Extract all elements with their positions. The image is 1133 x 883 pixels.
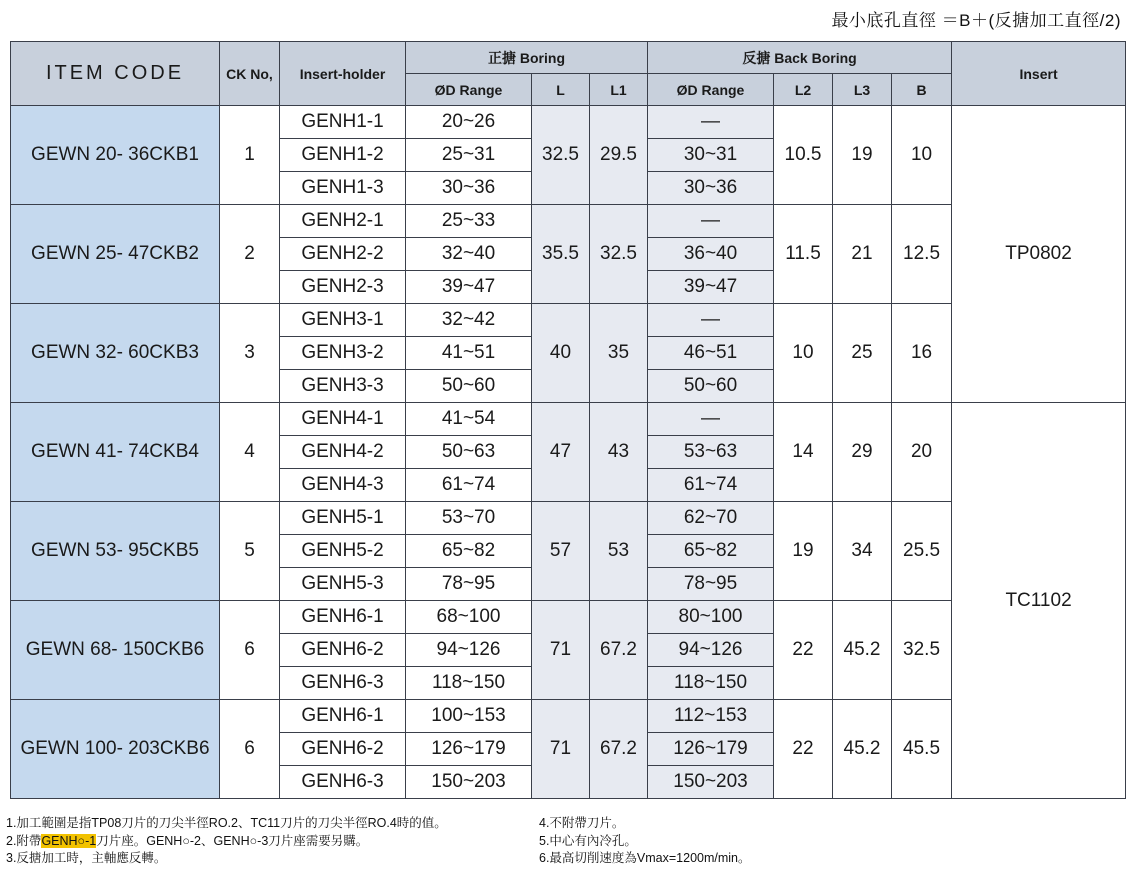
notes-left — [6, 815, 447, 868]
back-boring-d-range-cell: 118~150 — [648, 667, 774, 700]
insert-holder-cell: GENH2-1 — [280, 205, 406, 238]
boring-d-range-cell: 20~26 — [406, 106, 532, 139]
insert-cell: TP0802 — [952, 106, 1126, 403]
note-6: 6.最高切削速度為Vmax=1200m/min。 — [539, 851, 751, 865]
insert-holder-cell: GENH3-3 — [280, 370, 406, 403]
header-item-code: ITEM CODE — [11, 42, 220, 106]
header-ck-no: CK No, — [220, 42, 280, 106]
back-boring-d-range-cell: 30~31 — [648, 139, 774, 172]
back-boring-l3-cell: 29 — [833, 403, 892, 502]
ck-no-cell: 4 — [220, 403, 280, 502]
back-boring-l3-cell: 45.2 — [833, 700, 892, 799]
boring-d-range-cell: 68~100 — [406, 601, 532, 634]
boring-l1-cell: 67.2 — [590, 601, 648, 700]
boring-d-range-cell: 25~33 — [406, 205, 532, 238]
boring-l-cell: 40 — [532, 304, 590, 403]
insert-holder-cell: GENH6-3 — [280, 766, 406, 799]
boring-d-range-cell: 94~126 — [406, 634, 532, 667]
boring-l-cell: 32.5 — [532, 106, 590, 205]
insert-holder-cell: GENH4-2 — [280, 436, 406, 469]
back-boring-l2-cell: 22 — [774, 700, 833, 799]
back-boring-d-range-cell: 112~153 — [648, 700, 774, 733]
back-boring-d-range-cell: 65~82 — [648, 535, 774, 568]
boring-l1-cell: 67.2 — [590, 700, 648, 799]
back-boring-b-cell: 32.5 — [892, 601, 952, 700]
back-boring-l3-cell: 34 — [833, 502, 892, 601]
table-row — [11, 106, 1126, 139]
insert-holder-cell: GENH6-1 — [280, 601, 406, 634]
boring-d-range-cell: 39~47 — [406, 271, 532, 304]
boring-d-range-cell: 32~42 — [406, 304, 532, 337]
back-boring-b-cell: 20 — [892, 403, 952, 502]
ck-no-cell: 2 — [220, 205, 280, 304]
note-1: 1.加工範圍是指TP08刀片的刀尖半徑RO.2、TC11刀片的刀尖半徑RO.4時的值。 — [6, 816, 447, 830]
back-boring-b-cell: 25.5 — [892, 502, 952, 601]
back-boring-d-range-cell: 36~40 — [648, 238, 774, 271]
insert-cell: TC1102 — [952, 403, 1126, 799]
insert-holder-cell: GENH5-3 — [280, 568, 406, 601]
insert-holder-cell: GENH6-2 — [280, 733, 406, 766]
back-boring-l3-cell: 45.2 — [833, 601, 892, 700]
header-l3: L3 — [833, 74, 892, 106]
boring-d-range-cell: 126~179 — [406, 733, 532, 766]
header-boring: 正搪 Boring — [406, 42, 648, 74]
note-2-prefix: 2.附帶 — [6, 833, 42, 848]
note-5: 5.中心有內冷孔。 — [539, 833, 637, 848]
back-boring-l2-cell: 22 — [774, 601, 833, 700]
boring-d-range-cell: 61~74 — [406, 469, 532, 502]
item-code-cell: GEWN 32- 60CKB3 — [11, 304, 220, 403]
back-boring-d-range-cell: 46~51 — [648, 337, 774, 370]
insert-holder-cell: GENH1-3 — [280, 172, 406, 205]
boring-d-range-cell: 78~95 — [406, 568, 532, 601]
back-boring-l3-cell: 25 — [833, 304, 892, 403]
min-bore-formula: 最小底孔直徑 ＝B＋(反搪加工直徑/2) — [831, 11, 1121, 30]
header-insert: Insert — [952, 42, 1126, 106]
header-l: L — [532, 74, 590, 106]
back-boring-d-range-cell: 39~47 — [648, 271, 774, 304]
insert-holder-cell: GENH5-1 — [280, 502, 406, 535]
boring-d-range-cell: 41~54 — [406, 403, 532, 436]
back-boring-l3-cell: 21 — [833, 205, 892, 304]
back-boring-d-range-cell: 94~126 — [648, 634, 774, 667]
boring-d-range-cell: 32~40 — [406, 238, 532, 271]
item-code-cell: GEWN 25- 47CKB2 — [11, 205, 220, 304]
boring-l-cell: 35.5 — [532, 205, 590, 304]
back-boring-d-range-cell: 78~95 — [648, 568, 774, 601]
insert-holder-cell: GENH5-2 — [280, 535, 406, 568]
back-boring-d-range-cell: 30~36 — [648, 172, 774, 205]
back-boring-l2-cell: 19 — [774, 502, 833, 601]
header-l1: L1 — [590, 74, 648, 106]
back-boring-d-range-cell: 61~74 — [648, 469, 774, 502]
table-body — [11, 106, 1126, 799]
ck-no-cell: 6 — [220, 601, 280, 700]
boring-l1-cell: 53 — [590, 502, 648, 601]
boring-l1-cell: 35 — [590, 304, 648, 403]
back-boring-d-range-cell: 80~100 — [648, 601, 774, 634]
insert-holder-cell: GENH3-2 — [280, 337, 406, 370]
header-l2: L2 — [774, 74, 833, 106]
back-boring-b-cell: 16 — [892, 304, 952, 403]
item-code-cell: GEWN 20- 36CKB1 — [11, 106, 220, 205]
boring-d-range-cell: 50~60 — [406, 370, 532, 403]
insert-holder-cell: GENH4-1 — [280, 403, 406, 436]
insert-holder-cell: GENH6-1 — [280, 700, 406, 733]
insert-holder-cell: GENH1-2 — [280, 139, 406, 172]
header-b: B — [892, 74, 952, 106]
insert-holder-cell: GENH6-3 — [280, 667, 406, 700]
ck-no-cell: 3 — [220, 304, 280, 403]
note-2 — [6, 833, 447, 851]
boring-l-cell: 71 — [532, 700, 590, 799]
insert-holder-cell: GENH1-1 — [280, 106, 406, 139]
back-boring-d-range-cell: 50~60 — [648, 370, 774, 403]
boring-l1-cell: 29.5 — [590, 106, 648, 205]
note-2-highlight: GENH○-1 — [41, 833, 97, 848]
boring-d-range-cell: 100~153 — [406, 700, 532, 733]
note-2-suffix: 刀片座。GENH○-2、GENH○-3刀片座需要另購。 — [96, 833, 369, 848]
boring-d-range-cell: 118~150 — [406, 667, 532, 700]
header-back-d-range: ØD Range — [648, 74, 774, 106]
boring-l1-cell: 43 — [590, 403, 648, 502]
table-row — [11, 403, 1126, 436]
item-code-cell: GEWN 100- 203CKB6 — [11, 700, 220, 799]
note-3: 3.反搪加工時，主軸應反轉。 — [6, 851, 167, 865]
notes-right — [539, 815, 751, 868]
back-boring-d-range-cell: — — [648, 106, 774, 139]
spec-table — [10, 41, 1126, 799]
header-insert-holder: Insert-holder — [280, 42, 406, 106]
ck-no-cell: 6 — [220, 700, 280, 799]
back-boring-d-range-cell: — — [648, 304, 774, 337]
back-boring-d-range-cell: 126~179 — [648, 733, 774, 766]
boring-l-cell: 71 — [532, 601, 590, 700]
header-d-range: ØD Range — [406, 74, 532, 106]
insert-holder-cell: GENH4-3 — [280, 469, 406, 502]
insert-holder-cell: GENH3-1 — [280, 304, 406, 337]
back-boring-l2-cell: 14 — [774, 403, 833, 502]
insert-holder-cell: GENH2-3 — [280, 271, 406, 304]
back-boring-b-cell: 12.5 — [892, 205, 952, 304]
insert-holder-cell: GENH2-2 — [280, 238, 406, 271]
item-code-cell: GEWN 68- 150CKB6 — [11, 601, 220, 700]
note-4: 4.不附帶刀片。 — [539, 816, 625, 830]
back-boring-d-range-cell: 62~70 — [648, 502, 774, 535]
ck-no-cell: 1 — [220, 106, 280, 205]
back-boring-l3-cell: 19 — [833, 106, 892, 205]
boring-d-range-cell: 50~63 — [406, 436, 532, 469]
boring-d-range-cell: 53~70 — [406, 502, 532, 535]
boring-d-range-cell: 30~36 — [406, 172, 532, 205]
boring-d-range-cell: 65~82 — [406, 535, 532, 568]
back-boring-b-cell: 10 — [892, 106, 952, 205]
ck-no-cell: 5 — [220, 502, 280, 601]
item-code-cell: GEWN 41- 74CKB4 — [11, 403, 220, 502]
back-boring-b-cell: 45.5 — [892, 700, 952, 799]
boring-d-range-cell: 25~31 — [406, 139, 532, 172]
back-boring-l2-cell: 10.5 — [774, 106, 833, 205]
boring-d-range-cell: 150~203 — [406, 766, 532, 799]
item-code-cell: GEWN 53- 95CKB5 — [11, 502, 220, 601]
table-header — [11, 42, 1126, 106]
boring-l-cell: 47 — [532, 403, 590, 502]
insert-holder-cell: GENH6-2 — [280, 634, 406, 667]
back-boring-d-range-cell: — — [648, 205, 774, 238]
back-boring-d-range-cell: — — [648, 403, 774, 436]
boring-l1-cell: 32.5 — [590, 205, 648, 304]
boring-l-cell: 57 — [532, 502, 590, 601]
header-back-boring: 反搪 Back Boring — [648, 42, 952, 74]
boring-d-range-cell: 41~51 — [406, 337, 532, 370]
back-boring-l2-cell: 11.5 — [774, 205, 833, 304]
back-boring-d-range-cell: 53~63 — [648, 436, 774, 469]
back-boring-l2-cell: 10 — [774, 304, 833, 403]
back-boring-d-range-cell: 150~203 — [648, 766, 774, 799]
